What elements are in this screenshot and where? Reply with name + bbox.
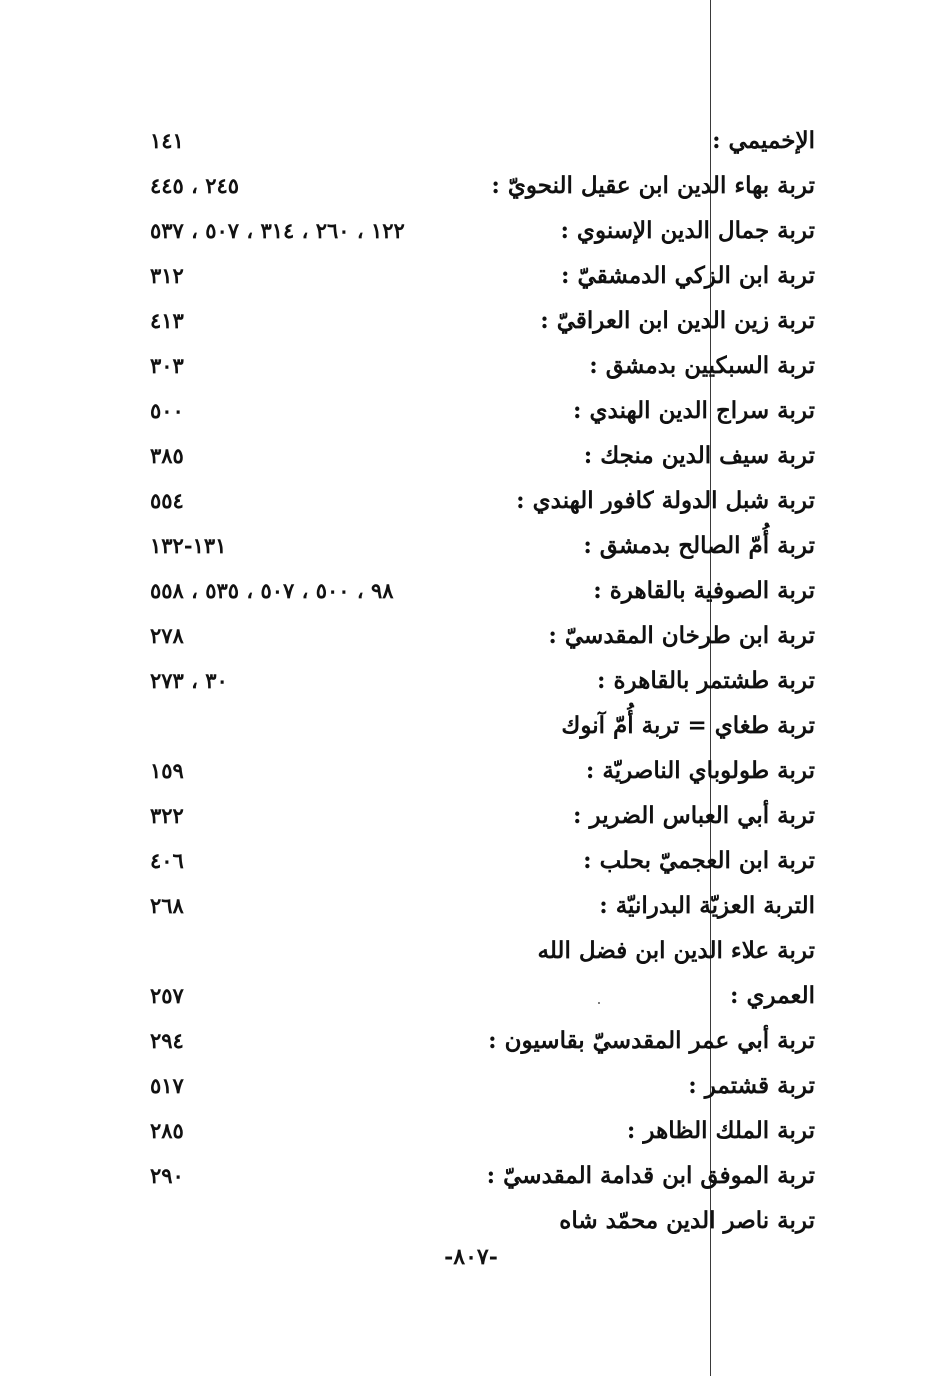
entry-title: تربة الملك الظاهر : (626, 1117, 815, 1144)
entry-pages: ١٢٢ ، ٢٦٠ ، ٣١٤ ، ٥٠٧ ، ٥٣٧ (150, 218, 405, 243)
index-entry (150, 568, 815, 613)
entry-pages: ١٤١ (150, 128, 184, 153)
entry-pages: ٢٦٨ (150, 893, 184, 918)
entry-title: تربة زين الدين ابن العراقيّ : (540, 307, 815, 334)
entry-title: تربة ناصر الدين محمّد شاه (559, 1207, 815, 1234)
index-entry (150, 433, 815, 478)
index-entry (150, 973, 815, 1018)
entry-pages: ٤١٣ (150, 308, 184, 333)
index-entry (150, 838, 815, 883)
index-entry (150, 478, 815, 523)
entry-title: تربة طغاي = تربة أُمّ آنوك (561, 712, 815, 739)
entry-title: تربة طشتمر بالقاهرة : (596, 667, 815, 694)
entry-title: تربة السبكيين بدمشق : (589, 352, 815, 379)
page-number: -٨٠٧- (444, 1244, 498, 1270)
entry-title: تربة قشتمر : (688, 1072, 815, 1099)
index-entry (150, 1018, 815, 1063)
index-entry (150, 1153, 815, 1198)
entry-pages: ٤٠٦ (150, 848, 184, 873)
entry-title: تربة الموفق ابن قدامة المقدسيّ : (486, 1162, 815, 1189)
entry-title: الإخميمي : (712, 127, 815, 154)
entry-title: تربة شبل الدولة كافور الهندي : (516, 487, 815, 514)
entry-title: تربة أبي عمر المقدسيّ بقاسيون : (488, 1027, 815, 1054)
entry-pages: ٩٨ ، ٥٠٠ ، ٥٠٧ ، ٥٣٥ ، ٥٥٨ (150, 578, 394, 603)
entry-pages: ٣٢٢ (150, 803, 184, 828)
entry-pages: ٣٠٣ (150, 353, 184, 378)
index-entry (150, 343, 815, 388)
entry-pages: ٥٥٤ (150, 488, 184, 513)
entry-title: التربة العزيّة البدرانيّة : (599, 892, 815, 919)
index-entry (150, 658, 815, 703)
index-entry (150, 613, 815, 658)
index-entry (150, 1198, 815, 1243)
entry-pages: ٢٥٧ (150, 983, 184, 1008)
entry-title: العمري : (730, 982, 815, 1009)
entry-pages: ٥١٧ (150, 1073, 184, 1098)
entry-pages: ٢٩٠ (150, 1163, 184, 1188)
index-entry (150, 298, 815, 343)
index-entry (150, 118, 815, 163)
index-entry (150, 163, 815, 208)
entry-title: تربة سيف الدين منجك : (583, 442, 815, 469)
entry-title: تربة سراج الدين الهندي : (573, 397, 815, 424)
entry-title: تربة جمال الدين الإسنوي : (560, 217, 815, 244)
entry-pages: ٢٧٨ (150, 623, 184, 648)
entry-pages: ٥٠٠ (150, 398, 184, 423)
entry-title: تربة الصوفية بالقاهرة : (593, 577, 815, 604)
entry-pages: ٣٨٥ (150, 443, 184, 468)
entry-title: تربة ابن طرخان المقدسيّ : (548, 622, 815, 649)
entry-title: تربة أبي العباس الضرير : (573, 802, 815, 829)
entry-title: تربة علاء الدين ابن فضل الله (537, 937, 815, 964)
index-entry (150, 208, 815, 253)
index-page (150, 118, 815, 1243)
entry-title: تربة طولوباي الناصريّة : (585, 757, 815, 784)
entry-pages: ٣٠ ، ٢٧٣ (150, 668, 228, 693)
index-entry (150, 253, 815, 298)
entry-title: تربة ابن الزكي الدمشقيّ : (561, 262, 815, 289)
entry-pages: ٢٩٤ (150, 1028, 184, 1053)
index-entry (150, 793, 815, 838)
index-entry (150, 1108, 815, 1153)
index-entry (150, 703, 815, 748)
index-entry (150, 748, 815, 793)
index-entry (150, 523, 815, 568)
print-speck (598, 1002, 600, 1004)
entry-pages: ٣١٢ (150, 263, 184, 288)
entry-title: تربة بهاء الدين ابن عقيل النحويّ : (491, 172, 815, 199)
entry-title: تربة ابن العجميّ بحلب : (583, 847, 815, 874)
entry-pages: ٢٨٥ (150, 1118, 184, 1143)
index-entry (150, 1063, 815, 1108)
entry-pages: ٢٤٥ ، ٤٤٥ (150, 173, 240, 198)
entry-pages: ١٥٩ (150, 758, 184, 783)
index-entry (150, 928, 815, 973)
index-entry (150, 883, 815, 928)
entry-title: تربة أُمّ الصالح بدمشق : (583, 532, 815, 559)
index-entry (150, 388, 815, 433)
entry-pages: ١٣١-١٣٢ (150, 533, 227, 558)
